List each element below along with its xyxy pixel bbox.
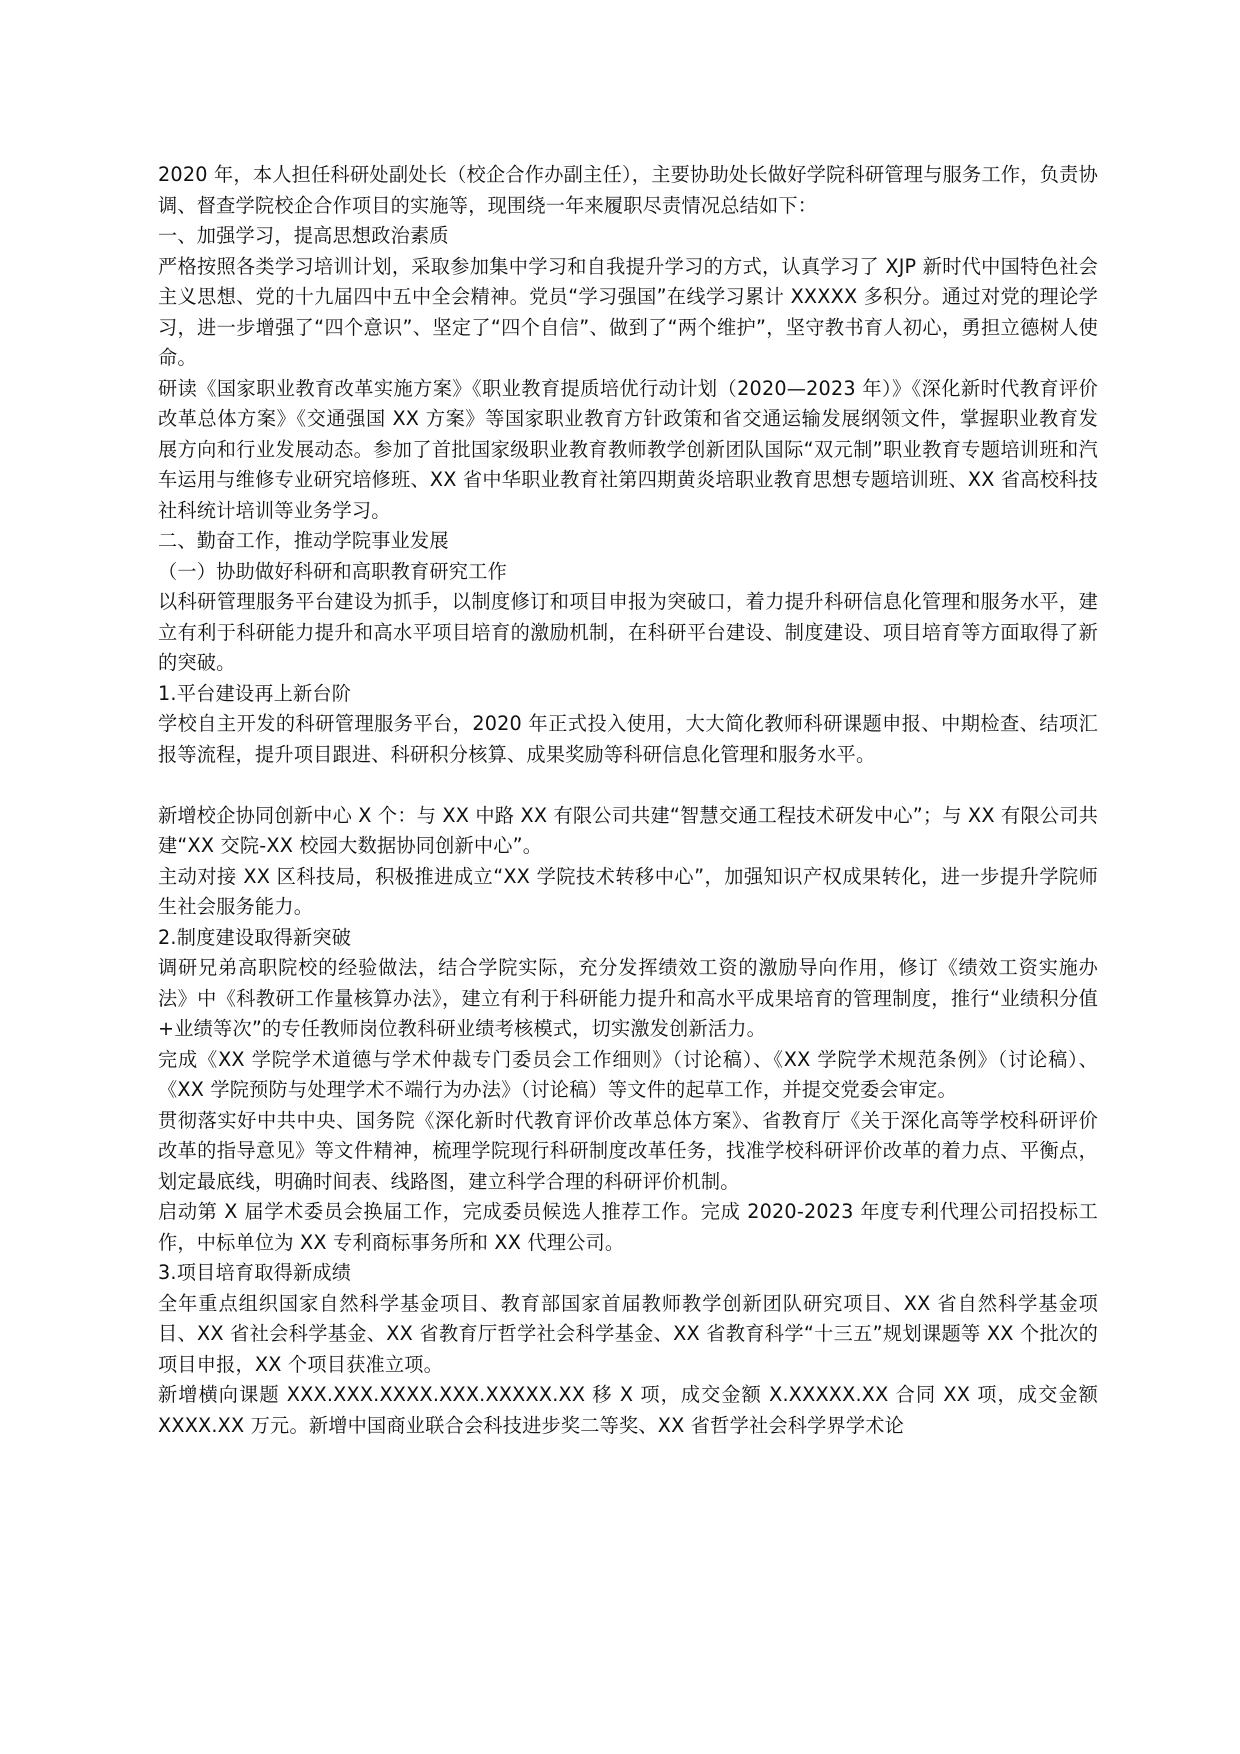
subsection-heading-1: （一）协助做好科研和高职教育研究工作 — [158, 559, 507, 583]
intro-paragraph: 2020 年，本人担任科研处副处长（校企合作办副主任），主要协助处长做好学院科研管理与服务工作，负责协调、督查学院校企合作项目的实施等，现围绕一年来履职尽责情况总结如下： — [158, 163, 1098, 217]
body-paragraph: 调研兄弟高职院校的经验做法，结合学院实际，充分发挥绩效工资的激励导向作用，修订《绩效工资实施办法》中《科教研工作量核算办法》，建立有利于科研能力提升和高水平成果培育的管理制度，推行“业绩积分值+业绩等次”的专任教师岗位教科研业绩考核模式，切实激发创新活力。 — [158, 956, 1098, 1040]
body-paragraph: 贯彻落实好中共中央、国务院《深化新时代教育评价改革总体方案》、省教育厅《关于深化高等学校科研评价改革的指导意见》等文件精神，梳理学院现行科研制度改革任务，找准学校科研评价改革的着力点、平衡点，划定最底线，明确时间表、线路图，建立科学合理的科研评价机制。 — [158, 1108, 1098, 1193]
document-body — [158, 160, 1098, 1441]
section-heading-1: 一、加强学习，提高思想政治素质 — [158, 224, 449, 247]
item-heading-1: 1.平台建设再上新台阶 — [158, 681, 352, 705]
item-heading-3: 3.项目培育取得新成绩 — [158, 1261, 352, 1284]
blank-line — [158, 770, 1098, 801]
body-paragraph: 以科研管理服务平台建设为抓手，以制度修订和项目申报为突破口，着力提升科研信息化管理和服务水平，建立有利于科研能力提升和高水平项目培育的激励机制，在科研平台建设、制度建设、项目培育等方面取得了新的突破。 — [158, 590, 1098, 674]
item-heading-2: 2.制度建设取得新突破 — [158, 925, 352, 949]
body-paragraph: 学校自主开发的科研管理服务平台，2020 年正式投入使用，大大简化教师科研课题申报、中期检查、结项汇报等流程，提升项目跟进、科研积分核算、成果奖励等科研信息化管理和服务水平。 — [158, 712, 1098, 766]
body-paragraph: 主动对接 XX 区科技局，积极推进成立“XX 学院技术转移中心”，加强知识产权成果转化，进一步提升学院师生社会服务能力。 — [158, 864, 1098, 918]
body-paragraph: 启动第 X 届学术委员会换届工作，完成委员候选人推荐工作。完成 2020-2023 年度专利代理公司招投标工作，中标单位为 XX 专利商标事务所和 XX 代理公司。 — [158, 1200, 1098, 1254]
body-paragraph: 严格按照各类学习培训计划，采取参加集中学习和自我提升学习的方式，认真学习了 XJP 新时代中国特色社会主义思想、党的十九届四中五中全会精神。党员“学习强国”在线学习累计 XXXXX 多积分。通过对党的理论学习，进一步增强了“四个意识”、坚定了“四个自信”、做到了“两个维护”，坚守教书育人初心，勇担立德树人使命。 — [158, 254, 1098, 369]
section-heading-2: 二、勤奋工作，推动学院事业发展 — [158, 529, 449, 552]
body-paragraph: 新增校企协同创新中心 X 个：与 XX 中路 XX 有限公司共建“智慧交通工程技术研发中心”；与 XX 有限公司共建“XX 交院-XX 校园大数据协同创新中心”。 — [158, 803, 1098, 857]
body-paragraph: 全年重点组织国家自然科学基金项目、教育部国家首届教师教学创新团队研究项目、XX 省自然科学基金项目、XX 省社会科学基金、XX 省教育厅哲学社会科学基金、XX 省教育科学“十三五”规划课题等 XX 个批次的项目申报，XX 个项目获准立项。 — [158, 1291, 1098, 1376]
body-paragraph: 新增横向课题 XXX.XXX.XXXX.XXX.XXXXX.XX 移 X 项，成交金额 X.XXXXX.XX 合同 XX 项，成交金额 XXXX.XX 万元。新增中国商业联合会科技进步奖二等奖、XX 省哲学社会科学界学术论 — [158, 1383, 1098, 1437]
body-paragraph: 完成《XX 学院学术道德与学术仲裁专门委员会工作细则》（讨论稿）、《XX 学院学术规范条例》（讨论稿）、《XX 学院预防与处理学术不端行为办法》（讨论稿）等文件的起草工作，并提交党委会审定。 — [158, 1047, 1098, 1101]
body-paragraph: 研读《国家职业教育改革实施方案》《职业教育提质培优行动计划（2020—2023 年）》《深化新时代教育评价改革总体方案》《交通强国 XX 方案》等国家职业教育方针政策和省交通运输发展纲领文件，掌握职业教育发展方向和行业发展动态。参加了首批国家级职业教育教师教学创新团队国际“双元制”职业教育专题培训班和汽车运用与维修专业研究培修班、XX 省中华职业教育社第四期黄炎培职业教育思想专题培训班、XX 省高校科技社科统计培训等业务学习。 — [158, 376, 1098, 522]
